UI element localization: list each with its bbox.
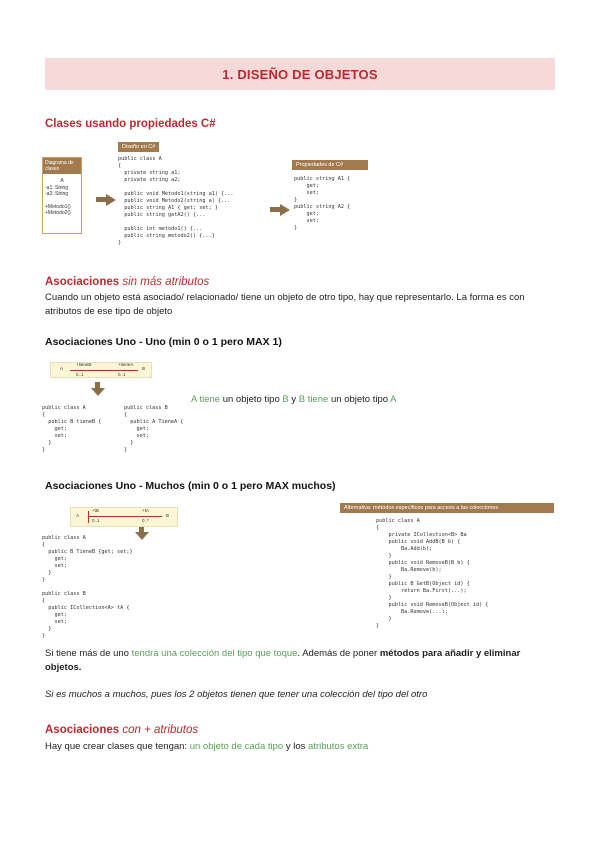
code-line: public B GetB(Object id) {	[376, 581, 470, 587]
arrow-down-head-icon	[91, 388, 105, 396]
code-line: public void AddB(B b) {	[376, 539, 461, 545]
code-line: {	[42, 412, 46, 418]
code-line: public class B	[124, 405, 168, 411]
figure-uno-muchos-right	[340, 503, 555, 638]
code-right-header: Alternativa: métodos específicos para acceso a las colecciones	[340, 503, 554, 513]
uml-attr-1: -a1: String	[45, 184, 69, 191]
code-line: get;	[124, 426, 149, 432]
code-line: public ICollection<A> tA {	[42, 605, 130, 611]
mult-a: 0..1	[92, 518, 100, 523]
code-line: }	[376, 595, 392, 601]
code-line: public string A1 { get; set; }	[118, 205, 218, 211]
code-line: }	[124, 440, 134, 446]
code-line: }	[294, 197, 298, 203]
code-line: set;	[42, 619, 67, 625]
code-line: set;	[124, 433, 149, 439]
uml-method-1: +Metodo1()	[45, 203, 71, 210]
code-line: }	[42, 570, 52, 576]
text-a-tiene: A tiene	[191, 394, 221, 405]
code-line: public string A1 {	[294, 176, 351, 182]
arrow-right-head-icon	[280, 204, 290, 216]
section-heading-asociaciones-atributos	[45, 724, 198, 736]
code-line	[118, 184, 234, 191]
code-line	[42, 584, 133, 591]
mult-b: 0..1	[118, 372, 126, 377]
code-line: public int metodo1() {...	[118, 226, 203, 232]
code-line: public class B	[42, 591, 86, 597]
code-line: public void Metodo2(string a) {...	[118, 198, 231, 204]
code-line: public class A	[42, 535, 86, 541]
text-b: B	[282, 394, 289, 405]
code-line: Ba.Add(b);	[376, 546, 433, 552]
role-a: +tB	[92, 508, 99, 513]
code-line: return Ba.First(...);	[376, 588, 467, 594]
sentence-atributos	[45, 740, 555, 754]
note-muchos-muchos: Si es muchos a muchos, pues los 2 objetos tienen que tener una colección del tipo del otro	[45, 689, 428, 700]
code-line: get;	[42, 612, 67, 618]
code-line: set;	[42, 433, 67, 439]
code-line: public class A	[42, 405, 86, 411]
figure-clases-propiedades	[42, 142, 372, 252]
heading-italic: con + atributos	[122, 724, 199, 736]
text-plain: y los	[283, 741, 309, 752]
role-b: +tA	[142, 508, 149, 513]
code-line: {	[42, 542, 46, 548]
assoc-line	[88, 516, 162, 517]
arrow-right-icon	[270, 207, 280, 212]
class-b-label: B	[142, 366, 146, 371]
uml-method-2: +Metodo2()	[45, 210, 71, 216]
code-line: set;	[294, 190, 319, 196]
code-line: public void RemoveB(Object id) {	[376, 602, 489, 608]
code-line: private ICollection<B> Ba	[376, 532, 467, 538]
code-line: set;	[42, 563, 67, 569]
code-line: }	[42, 626, 52, 632]
text-a: A	[390, 394, 397, 405]
code-line: }	[376, 574, 392, 580]
text-plain: Si tiene más de uno	[45, 648, 132, 659]
paragraph-asociaciones: Cuando un objeto está asociado/ relacionado/ tiene un objeto de otro tipo, hay que representarlo. La forma es con atributos de ese tipo de objeto	[45, 292, 525, 317]
sentence-uno-uno	[191, 393, 397, 407]
code-line: public class A	[118, 156, 162, 162]
code-line: }	[376, 616, 392, 622]
uml-attr-2: -a2: String	[45, 191, 69, 197]
mult-a: 0..1	[76, 372, 84, 377]
heading-italic: sin más atributos	[122, 276, 210, 288]
role-b: +tieneA	[118, 362, 134, 367]
code-line: public A TieneA {	[124, 419, 184, 425]
assoc-tick	[88, 511, 89, 523]
code-line: private string a1;	[118, 170, 181, 176]
code-uno-muchos-right	[376, 518, 488, 630]
code-line: Ba.Remove(b);	[376, 567, 442, 573]
code-line: public B tieneB {	[42, 419, 102, 425]
class-a-label: A	[60, 366, 64, 371]
text-plain: y	[288, 394, 299, 405]
code-block-class	[118, 156, 234, 247]
text-plain: . Además de poner	[297, 648, 380, 659]
code-line: }	[42, 440, 52, 446]
code-line: {	[118, 163, 122, 169]
role-a: +tieneB	[76, 362, 92, 367]
code-line: get;	[294, 183, 319, 189]
heading-main: Asociaciones	[45, 724, 120, 736]
assoc-bar	[70, 507, 178, 527]
text-plain: Hay que crear clases que tengan:	[45, 741, 190, 752]
code-line: public class A	[376, 518, 420, 524]
code-line: public B TieneB {get; set;}	[42, 549, 133, 555]
code-line: private string a2;	[118, 177, 181, 183]
prop-header: Propiedades de C#	[292, 160, 368, 170]
code-line: public void Metodo1(string a1) {...	[118, 191, 234, 197]
text-objeto-cada-tipo: un objeto de cada tipo	[189, 741, 284, 752]
code-line: }	[42, 577, 46, 583]
text-b-tiene: B tiene	[298, 394, 329, 405]
code-uno-uno-b	[124, 405, 183, 454]
figure-uno-uno	[42, 360, 192, 455]
arrow-right-head-icon	[106, 194, 116, 206]
class-b-label: B	[166, 513, 170, 518]
code-line: set;	[294, 218, 319, 224]
text-coleccion: tendrá una colección del tipo que toque	[131, 648, 298, 659]
code-line: public string getA2() {...	[118, 212, 206, 218]
code-uno-uno-a	[42, 405, 101, 454]
section-heading-uno-uno: Asociaciones Uno - Uno (min 0 o 1 pero MAX 1)	[45, 336, 282, 348]
code-line: }	[124, 447, 128, 453]
code-line: }	[118, 240, 122, 246]
section-heading-asociaciones	[45, 276, 209, 288]
code-line: {	[42, 598, 46, 604]
text-plain: un objeto tipo	[220, 394, 283, 405]
code-uno-muchos-left	[42, 535, 133, 640]
code-line	[118, 219, 234, 226]
text-metodos: métodos para añadir y eliminar objetos.	[45, 648, 521, 673]
code-header: Diseño en C#	[118, 142, 159, 152]
code-line: public string A2 {	[294, 204, 351, 210]
figure-uno-muchos-left	[42, 505, 202, 639]
class-a-label: A	[76, 513, 80, 518]
code-line: }	[42, 447, 46, 453]
uml-class-name: A	[60, 178, 64, 184]
assoc-line	[70, 370, 138, 371]
code-line: get;	[294, 211, 319, 217]
code-line: {	[376, 525, 380, 531]
code-line: }	[42, 633, 46, 639]
title-band	[45, 58, 555, 90]
code-line: public string metodo2() {...}	[118, 233, 215, 239]
code-block-properties	[294, 176, 350, 232]
section-heading-clases: Clases usando propiedades C#	[45, 118, 216, 130]
heading-main: Asociaciones	[45, 276, 120, 288]
code-line: }	[376, 553, 392, 559]
code-line: }	[294, 225, 298, 231]
code-line: get;	[42, 556, 67, 562]
page-title: 1. DISEÑO DE OBJETOS	[222, 66, 378, 82]
code-line: get;	[42, 426, 67, 432]
mult-b: 0..*	[142, 518, 149, 523]
section-heading-uno-muchos: Asociaciones Uno - Muchos (min 0 o 1 pero MAX muchos)	[45, 480, 336, 492]
paragraph-uno-muchos	[45, 647, 555, 675]
uml-header: Diagrama de clases	[43, 158, 81, 174]
text-atributos-extra: atributos extra	[308, 741, 369, 752]
code-line: public void RemoveB(B b) {	[376, 560, 470, 566]
uml-class-box	[42, 157, 82, 234]
arrow-down-head-icon	[135, 532, 149, 540]
code-line: Ba.Remove(...);	[376, 609, 448, 615]
code-line: }	[376, 623, 380, 629]
arrow-right-icon	[96, 197, 106, 202]
text-plain: un objeto tipo	[328, 394, 391, 405]
code-line: {	[124, 412, 128, 418]
